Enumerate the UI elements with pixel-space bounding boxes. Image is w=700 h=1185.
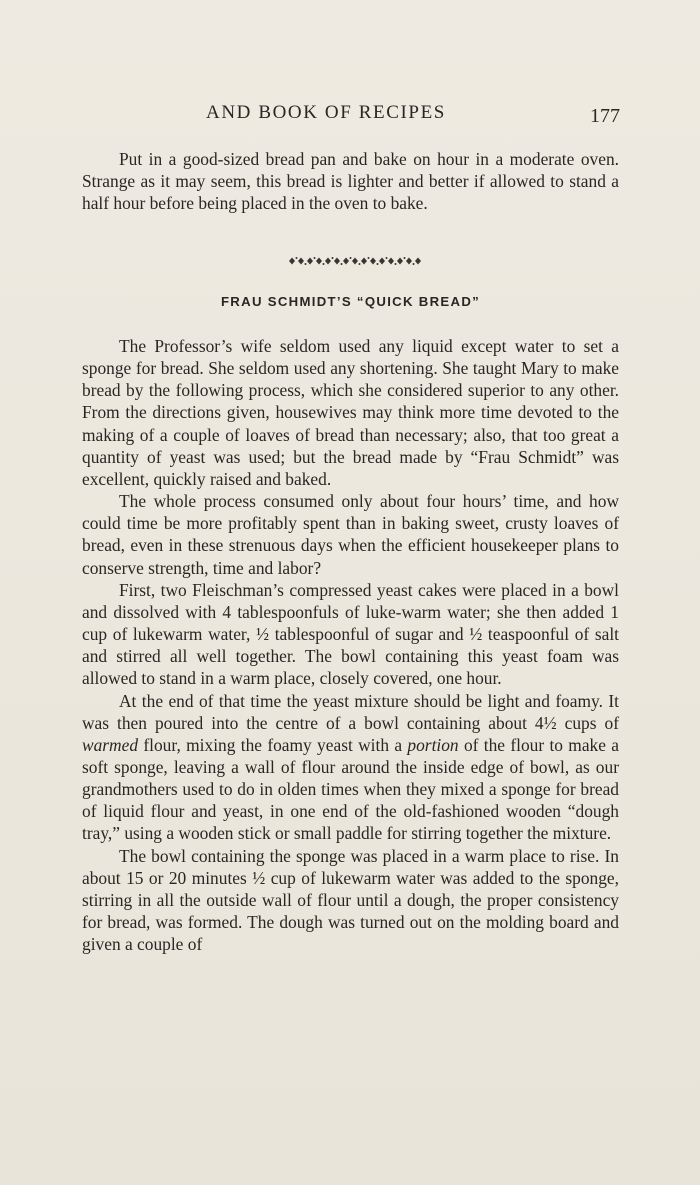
section-body (82, 335, 619, 955)
section-heading: FRAU SCHMIDT’S “QUICK BREAD” (220, 294, 481, 309)
ornament-dot (377, 263, 379, 265)
running-header (82, 102, 620, 132)
italic-word: warmed (82, 734, 139, 755)
intro-text (82, 148, 619, 214)
ornament-dot (341, 263, 343, 265)
ornament-dot (323, 263, 325, 265)
ornament-diamond (379, 258, 385, 265)
ornament-diamond (307, 258, 313, 265)
ornament-dot (395, 263, 397, 265)
ornament-diamond (406, 258, 412, 265)
intro-paragraph: Put in a good-sized bread pan and bake on hour in a moderate oven. Strange as it may seem, this bread is lighter and better if allowed to stand a half hour before being placed in the oven to bake. (82, 149, 619, 214)
ornament-dot (305, 263, 307, 265)
ornament-dot (350, 257, 352, 259)
page-number: 177 (590, 105, 620, 127)
running-title: AND BOOK OF RECIPES (206, 102, 446, 123)
body-text-segment: flour, mixing the foamy yeast with a (138, 734, 408, 755)
ornament-dot (413, 263, 415, 265)
ornament-diamond (334, 258, 340, 265)
body-paragraph (82, 690, 619, 845)
ornament-diamond (343, 258, 349, 265)
body-paragraph: First, two Fleischman’s compressed yeast cakes were placed in a bowl and dissolved with 4 tablespoonfuls of luke-warm water; she then added 1 cup of lukewarm water, ½ tablespoonful of sugar and ½ teaspoonful of salt and stirred all well together. The bowl containing this yeast foam was allowed to stand in a warm place, closely covered, one hour. (82, 579, 619, 689)
ornament-diamond (289, 258, 295, 265)
ornament-dot (296, 257, 298, 259)
body-paragraph: The Professor’s wife seldom used any liquid except water to set a sponge for bread. She seldom used any shortening. She taught Mary to make bread by the following process, which she considered superior to any other. From the directions given, housewives may think more time devoted to the making of a couple of loaves of bread than necessary; also, that too great a quantity of yeast was used; but the bread made by “Frau Schmidt” was excellent, quickly raised and baked. (82, 336, 619, 489)
ornament-dot (404, 257, 406, 259)
ornament-diamond (325, 258, 331, 265)
ornament-diamond (370, 258, 376, 265)
ornament-dot (386, 257, 388, 259)
body-paragraph: The whole process consumed only about four hours’ time, and how could time be more profitably spent than in baking sweet, crusty loaves of bread, even in these strenuous days when the efficient housekeeper plans to conserve strength, time and labor? (82, 491, 619, 578)
body-paragraph: The bowl containing the sponge was placed in a warm place to rise. In about 15 or 20 minutes ½ cup of lukewarm water was added to the sponge, stirring in all the outside wall of flour until a dough, the proper consistency for bread, was formed. The dough was turned out on the molding board and given a couple of (82, 845, 619, 955)
ornament-dot (332, 257, 334, 259)
decorative-rule-icon (288, 254, 424, 268)
ornament-dot (368, 257, 370, 259)
ornament-diamond (397, 258, 403, 265)
ornament-diamond (298, 258, 304, 265)
ornament-diamond (388, 258, 394, 265)
body-text-segment: of the flour to make a soft sponge, leaving a wall of flour around the inside edge of bowl, as our grandmothers used to do in olden times when they mixed a sponge for bread of liquid flour and yeast, in one end of the old-fashioned wooden “dough tray,” using a wooden stick or small paddle for stirring together the mixture. (82, 734, 619, 844)
ornament-diamond (361, 258, 367, 265)
ornament-diamond (316, 258, 322, 265)
ornament-diamond (415, 258, 421, 265)
body-text-segment: At the end of that time the yeast mixture should be light and foamy. It was then poured into the centre of a bowl containing about 4½ cups of (82, 690, 619, 733)
ornament-dot (359, 263, 361, 265)
ornament-dot (314, 257, 316, 259)
ornament-diamond (352, 258, 358, 265)
italic-word: portion (407, 734, 459, 755)
